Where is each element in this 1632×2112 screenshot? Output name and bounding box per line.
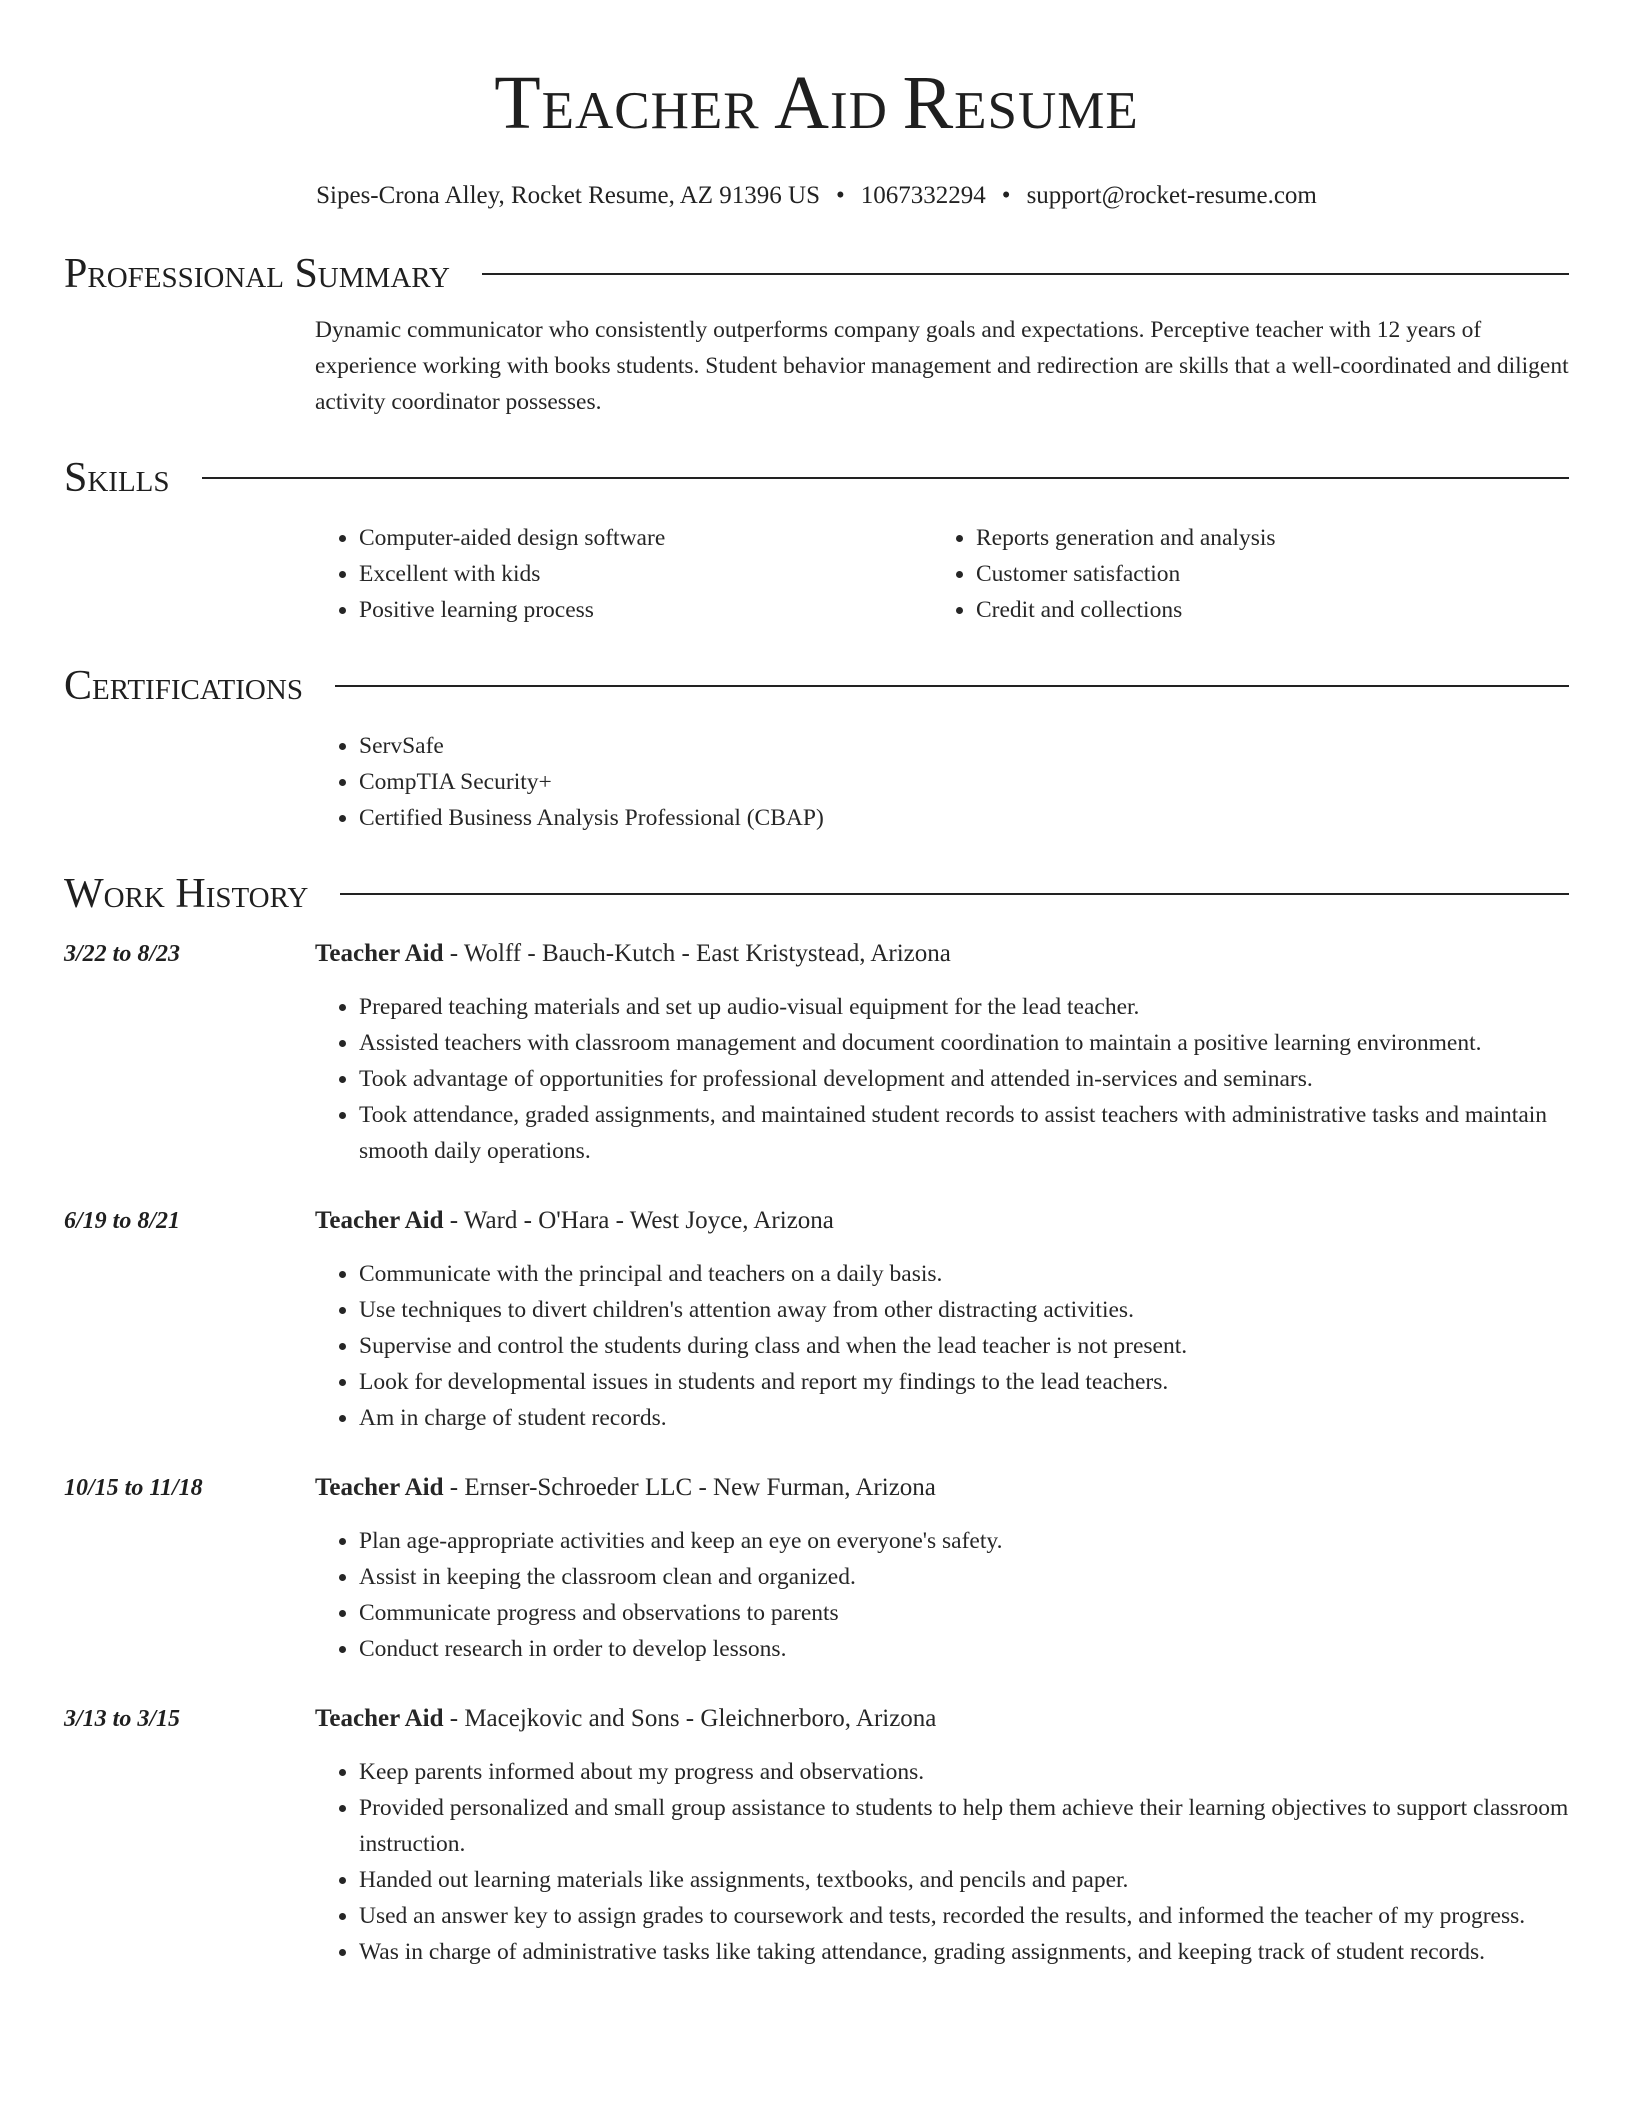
contact-separator: • bbox=[836, 182, 845, 209]
job-dates: 3/13 to 3/15 bbox=[64, 1706, 181, 1732]
skills-grid bbox=[315, 520, 1569, 628]
contact-phone: 1067332294 bbox=[860, 182, 986, 209]
job-bullets bbox=[315, 1256, 1569, 1436]
work-history-heading bbox=[64, 854, 1569, 934]
skills-list-left bbox=[315, 520, 932, 628]
skill-item: • Customer satisfaction bbox=[976, 556, 1572, 592]
section-divider bbox=[482, 273, 1569, 275]
job-role: Teacher Aid bbox=[315, 940, 444, 967]
job-bullet: • Used an answer key to assign grades to coursework and tests, recorded the results, and informed the teacher of my progress. bbox=[359, 1898, 1569, 1934]
job-title bbox=[315, 1203, 1569, 1239]
job-employer: - Ernser-Schroeder LLC - New Furman, Arizona bbox=[443, 1474, 936, 1501]
job-title bbox=[315, 1470, 1569, 1506]
job-main bbox=[315, 1701, 1569, 1970]
contact-email[interactable]: support@rocket-resume.com bbox=[1026, 182, 1317, 209]
skills-section bbox=[64, 438, 1569, 628]
job-employer: - Ward - O'Hara - West Joyce, Arizona bbox=[443, 1207, 834, 1234]
job-bullet: • Use techniques to divert children's attention away from other distracting activities. bbox=[359, 1292, 1569, 1328]
certifications-section bbox=[64, 646, 1569, 836]
job-bullet: • Assisted teachers with classroom management and document coordination to maintain a positive learning environment. bbox=[359, 1025, 1569, 1061]
job-bullet: • Look for developmental issues in students and report my findings to the lead teachers. bbox=[359, 1364, 1569, 1400]
job-bullet: • Keep parents informed about my progress and observations. bbox=[359, 1754, 1569, 1790]
certifications-list bbox=[315, 728, 1569, 836]
contact-separator: • bbox=[1001, 182, 1011, 209]
job-dates: 3/22 to 8/23 bbox=[64, 941, 181, 967]
certification-item: • Certified Business Analysis Professional (CBAP) bbox=[359, 800, 1569, 836]
job-main bbox=[315, 936, 1569, 1169]
section-divider bbox=[340, 893, 1569, 895]
job-bullet: • Am in charge of student records. bbox=[359, 1400, 1569, 1436]
job-bullets bbox=[315, 1523, 1569, 1667]
certification-item: • ServSafe bbox=[359, 728, 1569, 764]
certifications-title: Certifications bbox=[64, 663, 303, 709]
summary-title: Professional Summary bbox=[64, 251, 450, 297]
job-bullet: • Conduct research in order to develop lessons. bbox=[359, 1631, 1569, 1667]
job-bullets bbox=[315, 989, 1569, 1169]
job-bullet: • Supervise and control the students during class and when the lead teacher is not present. bbox=[359, 1328, 1569, 1364]
job-entry bbox=[64, 1470, 1569, 1667]
contact-line bbox=[64, 179, 1569, 213]
job-dates: 10/15 to 11/18 bbox=[64, 1475, 203, 1501]
job-title bbox=[315, 1701, 1569, 1737]
work-history-section bbox=[64, 854, 1569, 1970]
job-main bbox=[315, 1470, 1569, 1667]
certifications-heading bbox=[64, 646, 1569, 726]
job-role: Teacher Aid bbox=[315, 1474, 444, 1501]
job-bullet: • Handed out learning materials like assignments, textbooks, and pencils and paper. bbox=[359, 1862, 1569, 1898]
job-bullet: • Was in charge of administrative tasks like taking attendance, grading assignments, and keeping track of student records. bbox=[359, 1934, 1569, 1970]
job-bullet: • Prepared teaching materials and set up audio-visual equipment for the lead teacher. bbox=[359, 989, 1569, 1025]
skill-item: • Reports generation and analysis bbox=[976, 520, 1572, 556]
skills-list-right bbox=[932, 520, 1572, 628]
certifications-body bbox=[315, 728, 1569, 836]
job-bullet: • Took attendance, graded assignments, and maintained student records to assist teachers with administrative tasks and maintain smooth daily operations. bbox=[359, 1097, 1569, 1169]
work-history-title: Work History bbox=[64, 871, 309, 917]
certification-item: • CompTIA Security+ bbox=[359, 764, 1569, 800]
name-first: Teacher bbox=[494, 61, 760, 145]
job-bullet: • Took advantage of opportunities for professional development and attended in-services and seminars. bbox=[359, 1061, 1569, 1097]
skills-heading bbox=[64, 438, 1569, 518]
job-bullet: • Communicate with the principal and teachers on a daily basis. bbox=[359, 1256, 1569, 1292]
skill-item: • Excellent with kids bbox=[359, 556, 932, 592]
job-employer: - Wolff - Bauch-Kutch - East Kristystead, Arizona bbox=[443, 940, 951, 967]
job-entry bbox=[64, 936, 1569, 1169]
skill-item: • Positive learning process bbox=[359, 592, 932, 628]
job-bullet: • Assist in keeping the classroom clean and organized. bbox=[359, 1559, 1569, 1595]
job-dates: 6/19 to 8/21 bbox=[64, 1208, 181, 1234]
job-employer: - Macejkovic and Sons - Gleichnerboro, Arizona bbox=[443, 1705, 937, 1732]
resume-page bbox=[64, 0, 1569, 1970]
summary-text: Dynamic communicator who consistently outperforms company goals and expectations. Perceptive teacher with 12 years of experience working with books students. Student behavior management and redirection are skills that a well-coordinated and diligent activity coordinator possesses. bbox=[315, 317, 1569, 415]
job-title bbox=[315, 936, 1569, 972]
job-entry bbox=[64, 1203, 1569, 1436]
skills-title: Skills bbox=[64, 455, 170, 501]
skill-item: • Credit and collections bbox=[976, 592, 1572, 628]
job-role: Teacher Aid bbox=[315, 1207, 444, 1234]
summary-heading bbox=[64, 234, 1569, 314]
summary-section bbox=[64, 234, 1569, 420]
name-second: Aid bbox=[774, 61, 888, 145]
skill-item: • Computer-aided design software bbox=[359, 520, 932, 556]
job-role: Teacher Aid bbox=[315, 1705, 444, 1732]
contact-address: Sipes-Crona Alley, Rocket Resume, AZ 91396 US bbox=[316, 182, 821, 209]
resume-name bbox=[64, 0, 1569, 155]
job-bullets bbox=[315, 1754, 1569, 1970]
section-divider bbox=[202, 477, 1569, 479]
job-bullet: • Plan age-appropriate activities and keep an eye on everyone's safety. bbox=[359, 1523, 1569, 1559]
job-main bbox=[315, 1203, 1569, 1436]
job-entry bbox=[64, 1701, 1569, 1970]
job-bullet: • Provided personalized and small group assistance to students to help them achieve their learning objectives to support classroom instruction. bbox=[359, 1790, 1569, 1862]
section-divider bbox=[335, 685, 1569, 687]
name-third: Resume bbox=[902, 61, 1139, 145]
job-bullet: • Communicate progress and observations to parents bbox=[359, 1595, 1569, 1631]
